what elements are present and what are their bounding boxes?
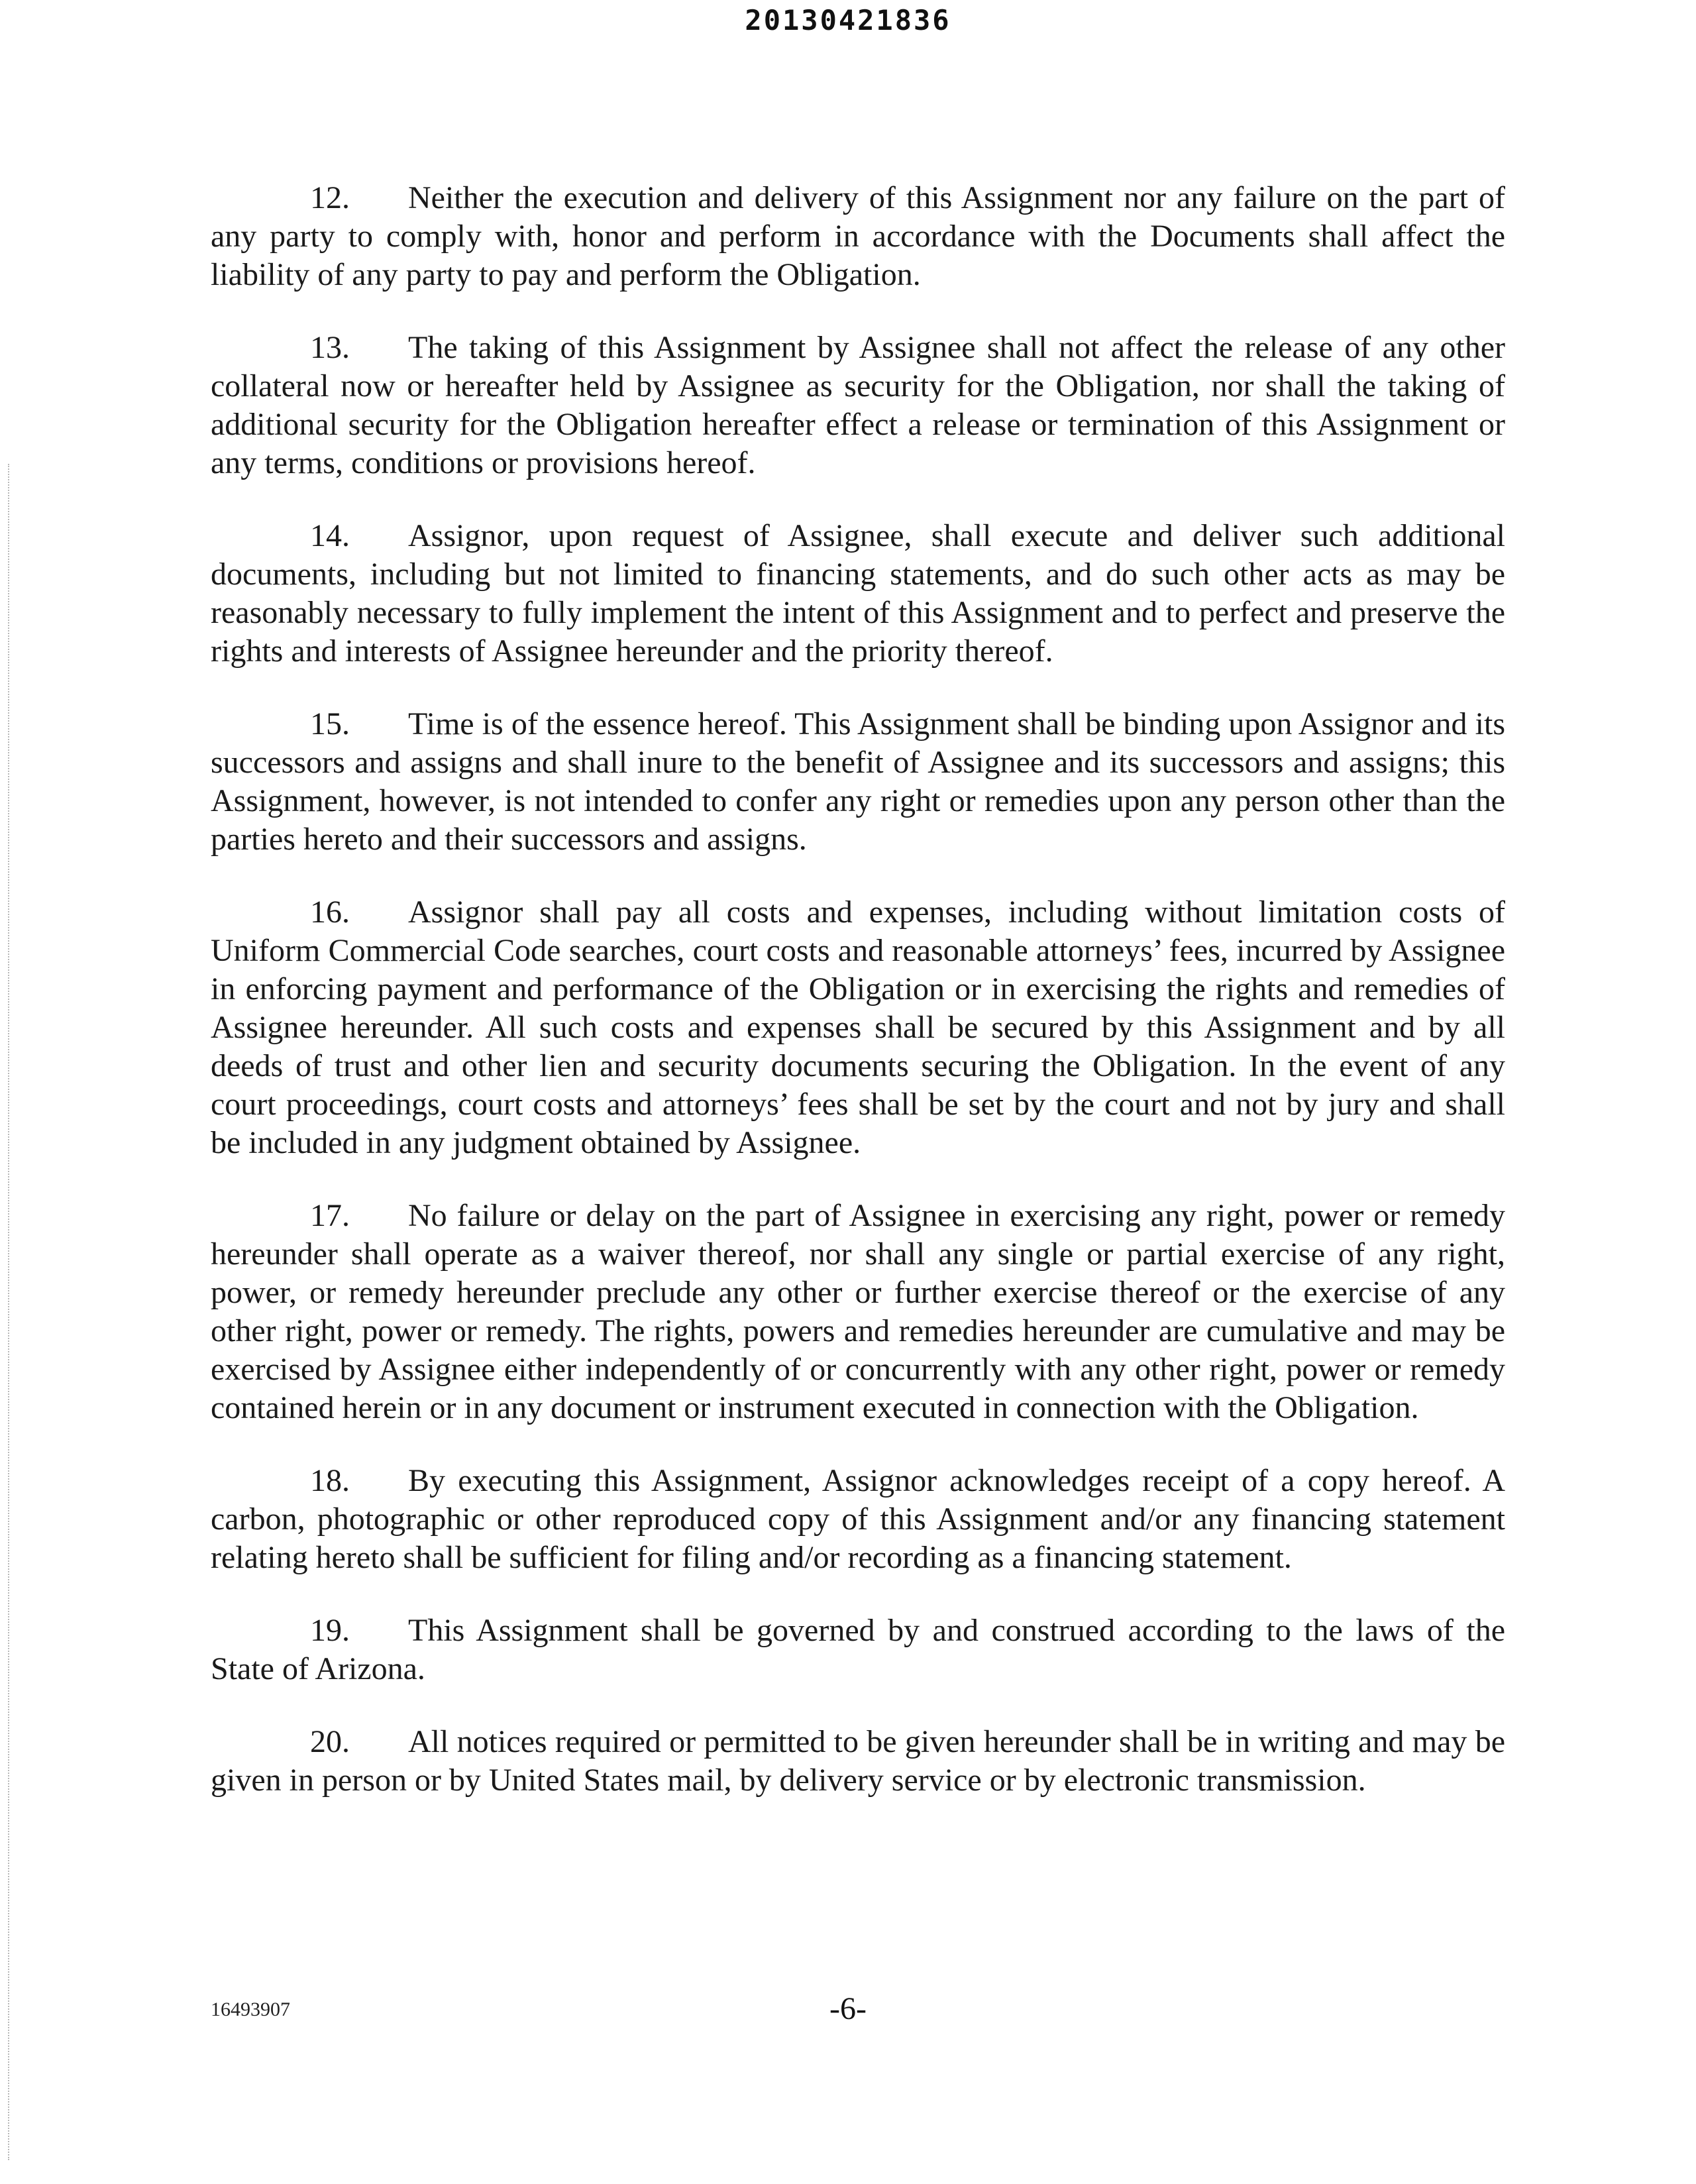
paragraph-number: 18. — [310, 1463, 350, 1498]
paragraph-12 — [211, 179, 1505, 294]
paragraph-13 — [211, 329, 1505, 482]
paragraph-16 — [211, 893, 1505, 1162]
paragraph-18 — [211, 1462, 1505, 1577]
paragraph-number: 15. — [310, 706, 350, 741]
paragraph-number: 13. — [310, 330, 350, 365]
page-number: -6- — [829, 1991, 867, 2026]
paragraph-number: 16. — [310, 895, 350, 930]
paragraph-17 — [211, 1197, 1505, 1427]
paragraph-text: Assignor shall pay all costs and expenses, including without limitation costs of Uniform Commercial Code searches, court costs and reasonable attorneys’ fees, incurred by Assignee in enforcing payment and performance of the Obligation or in exercising the rights and remedies of Assignee hereunder. All such costs and expenses shall be secured by this Assignment and by all deeds of trust and other lien and security documents securing the Obligation. In the event of any court proceedings, court costs and attorneys’ fees shall be set by the court and not by jury and shall be included in any judgment obtained by Assignee. — [211, 895, 1505, 1160]
document-body — [211, 179, 1505, 1834]
footer-doc-id: 16493907 — [211, 1998, 290, 2020]
paragraph-text: By executing this Assignment, Assignor acknowledges receipt of a copy hereof. A carbon, photographic or other reproduced copy of this Assignment and/or any financing statement relating hereto shall be sufficient for filing and/or recording as a financing statement. — [211, 1463, 1505, 1575]
paragraph-number: 20. — [310, 1724, 350, 1759]
paragraph-text: All notices required or permitted to be given hereunder shall be in writing and may be given in person or by United States mail, by delivery service or by electronic transmission. — [211, 1724, 1505, 1798]
paragraph-text: No failure or delay on the part of Assignee in exercising any right, power or remedy hereunder shall operate as a waiver thereof, nor shall any single or partial exercise of any right, power, or remedy hereunder preclude any other or further exercise thereof or the exercise of any other right, power or remedy. The rights, powers and remedies hereunder are cumulative and may be exercised by Assignee either independently of or concurrently with any other right, power or remedy contained herein or in any document or instrument executed in connection with the Obligation. — [211, 1198, 1505, 1425]
paragraph-text: Neither the execution and delivery of this Assignment nor any failure on the part of any party to comply with, honor and perform in accordance with the Documents shall affect the liability of any party to pay and perform the Obligation. — [211, 180, 1505, 292]
scan-edge-divider — [8, 464, 9, 2160]
paragraph-text: Assignor, upon request of Assignee, shall execute and deliver such additional documents, including but not limited to financing statements, and do such other acts as may be reasonably necessary to fully implement the intent of this Assignment and to perfect and preserve the rights and interests of Assignee hereunder and the priority thereof. — [211, 518, 1505, 669]
paragraph-14 — [211, 517, 1505, 671]
paragraph-number: 17. — [310, 1198, 350, 1233]
paragraph-20 — [211, 1723, 1505, 1800]
paragraph-19 — [211, 1611, 1505, 1688]
paragraph-number: 19. — [310, 1613, 350, 1648]
paragraph-number: 14. — [310, 518, 350, 553]
paragraph-text: Time is of the essence hereof. This Assignment shall be binding upon Assignor and its successors and assigns and shall inure to the benefit of Assignee and its successors and assigns; this Assignment, however, is not intended to confer any right or remedies upon any person other than the parties hereto and their successors and assigns. — [211, 706, 1505, 857]
paragraph-text: This Assignment shall be governed by and construed according to the laws of the State of Arizona. — [211, 1613, 1505, 1686]
paragraph-number: 12. — [310, 180, 350, 215]
paragraph-15 — [211, 705, 1505, 859]
recording-number: 20130421836 — [745, 4, 951, 36]
paragraph-text: The taking of this Assignment by Assignee shall not affect the release of any other collateral now or hereafter held by Assignee as security for the Obligation, nor shall the taking of additional security for the Obligation hereafter effect a release or termination of this Assignment or any terms, conditions or provisions hereof. — [211, 330, 1505, 480]
